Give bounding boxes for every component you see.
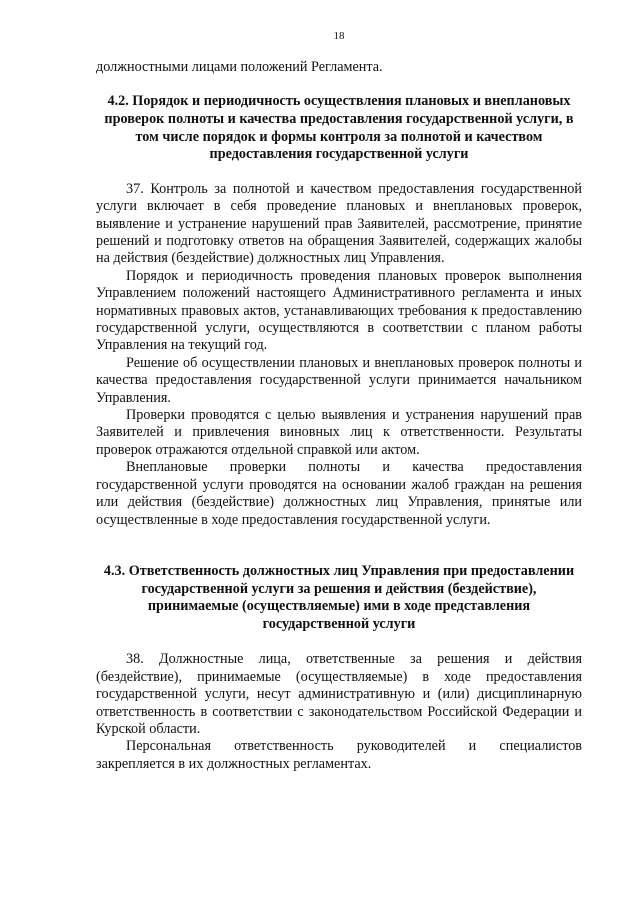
page-number: 18 xyxy=(333,30,345,42)
section-4-3-heading: 4.3. Ответственность должностных лиц Управления при предоставлении государственной услуги за решения и действия (бездействие), принимаемые (осуществляемые) ими в ходе представления государственной услуги xyxy=(103,562,575,632)
paragraph-37: 37. Контроль за полнотой и качеством предоставления государственной услуги включает в себя проведение плановых и внеплановых проверок, выявление и устранение нарушений прав Заявителей, рассмотрение, принятие решений и подготовку ответов на обращения Заявителей, содержащих жалобы на действия (бездействие) должностных лиц Управления. xyxy=(96,180,582,267)
paragraph-decision: Решение об осуществлении плановых и внеплановых проверок полноты и качества предоставления государственной услуги принимается начальником Управления. xyxy=(96,354,582,406)
paragraph-personal-responsibility: Персональная ответственность руководителей и специалистов закрепляется в их должностных регламентах. xyxy=(96,738,582,772)
section-4-2-heading: 4.2. Порядок и периодичность осуществления плановых и внеплановых проверок полноты и качества предоставления государственной услуги, в том числе порядок и формы контроля за полнотой и качеством предоставления государственной услуги xyxy=(104,93,574,163)
intro-line: должностными лицами положений Регламента. xyxy=(96,59,383,75)
paragraph-unscheduled: Внеплановые проверки полноты и качества предоставления государственной услуги проводятся на основании жалоб граждан на решения или действия (бездействие) должностных лиц Управления, принятые или осуществленные в ходе предоставления государственной услуги. xyxy=(96,459,582,528)
paragraph-schedule: Порядок и периодичность проведения плановых проверок выполнения Управлением положений настоящего Административного регламента и иных нормативных правовых актов, устанавливающих требования к предоставлению государственной услуги, осуществляются в соответствии с планом работы Управления на текущий год. xyxy=(96,267,582,354)
paragraph-purpose: Проверки проводятся с целью выявления и устранения нарушений прав Заявителей и привлечения виновных лиц к ответственности. Результаты проверок отражаются отдельной справкой или актом. xyxy=(96,407,582,458)
document-page xyxy=(96,30,582,773)
paragraph-38: 38. Должностные лица, ответственные за решения и действия (бездействие), принимаемые (осуществляемые) в ходе предоставления государственной услуги, несут административную и (или) дисциплинарную ответственность в соответствии с законодательством Российской Федерации и Курской области. xyxy=(96,651,582,737)
